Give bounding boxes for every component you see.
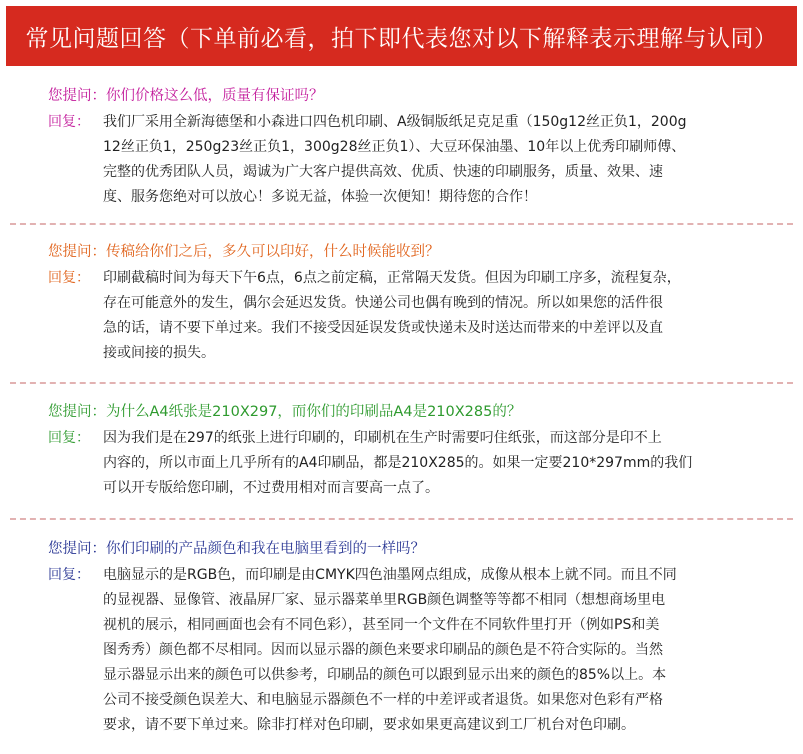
answer-line: 可以开专版给您印刷，不过费用相对而言要高一点了。: [103, 480, 439, 496]
answer-line: 电脑显示的是RGB色，而印刷是由CMYK四色油墨网点组成，成像从根本上就不同。而且不同: [103, 567, 677, 583]
faq-question-3: 您提问：为什么A4纸张是210X297，而你们的印刷品A4是210X285的？: [48, 404, 522, 420]
answer-label: 回复：: [48, 567, 90, 583]
answer-line: 因为我们是在297的纸张上进行印刷的，印刷机在生产时需要叼住纸张，而这部分是印不上: [103, 430, 662, 446]
answer-line: 公司不接受颜色误差大、和电脑显示器颜色不一样的中差评或者退货。如果您对色彩有严格: [103, 692, 663, 708]
answer-label: 回复：: [48, 114, 90, 130]
answer-line: 的显视器、显像管、液晶屏厂家、显示器菜单里RGB颜色调整等等都不相同（想想商场里电: [103, 592, 666, 608]
answer-line: 显示器显示出来的颜色可以供参考，印刷品的颜色可以跟到显示出来的颜色的85%以上。本: [103, 667, 667, 683]
page-header: [6, 6, 797, 66]
faq-answer-4: [48, 563, 677, 738]
faq-question-1: 您提问：你们价格这么低，质量有保证吗？: [48, 88, 324, 104]
answer-line: 我们厂采用全新海德堡和小森进口四色机印刷、A级铜版纸足克足重（150g12丝正负1，200g: [103, 114, 687, 130]
page-title: 常见问题回答（下单前必看，拍下即代表您对以下解释表示理解与认同）: [25, 25, 778, 52]
faq-answer-3: [48, 426, 692, 501]
faq-answer-2: [48, 266, 681, 366]
answer-label: 回复：: [48, 270, 90, 286]
answer-line: 12丝正负1，250g23丝正负1，300g28丝正负1）、大豆环保油墨、10年以上优秀印刷师傅、: [103, 139, 686, 155]
faq-question-4: 您提问：你们印刷的产品颜色和我在电脑里看到的一样吗？: [48, 541, 425, 557]
answer-line: 视机的展示，相同画面也会有不同色彩），甚至同一个文件在不同软件里打开（例如PS和美: [103, 617, 660, 633]
answer-line: 图秀秀）颜色都不尽相同。因而以显示器的颜色来要求印刷品的颜色是不符合实际的。当然: [103, 642, 663, 658]
answer-line: 接或间接的损失。: [103, 345, 215, 361]
faq-answer-1: [48, 110, 687, 210]
answer-line: 印刷截稿时间为每天下午6点，6点之前定稿，正常隔天发货。但因为印刷工序多，流程复杂，: [103, 270, 681, 286]
answer-line: 要求，请不要下单过来。除非打样对色印刷，要求如果更高建议到工厂机台对色印刷。: [103, 717, 635, 733]
faq-question-2: 您提问：传稿给你们之后，多久可以印好，什么时候能收到？: [48, 244, 440, 260]
answer-line: 存在可能意外的发生，偶尔会延迟发货。快递公司也偶有晚到的情况。所以如果您的活件很: [103, 295, 663, 311]
section-divider: [10, 382, 793, 384]
section-divider: [10, 223, 793, 225]
answer-label: 回复：: [48, 430, 90, 446]
answer-line: 内容的，所以市面上几乎所有的A4印刷品，都是210X285的。如果一定要210*297mm的我们: [103, 455, 693, 471]
section-divider: [10, 518, 793, 520]
answer-line: 完整的优秀团队人员，竭诚为广大客户提供高效、优质、快速的印刷服务，质量、效果、速: [103, 164, 663, 180]
answer-line: 急的话，请不要下单过来。我们不接受因延误发货或快递未及时送达而带来的中差评以及直: [103, 320, 663, 336]
answer-line: 度、服务您绝对可以放心！多说无益，体验一次便知！期待您的合作！: [103, 189, 537, 205]
